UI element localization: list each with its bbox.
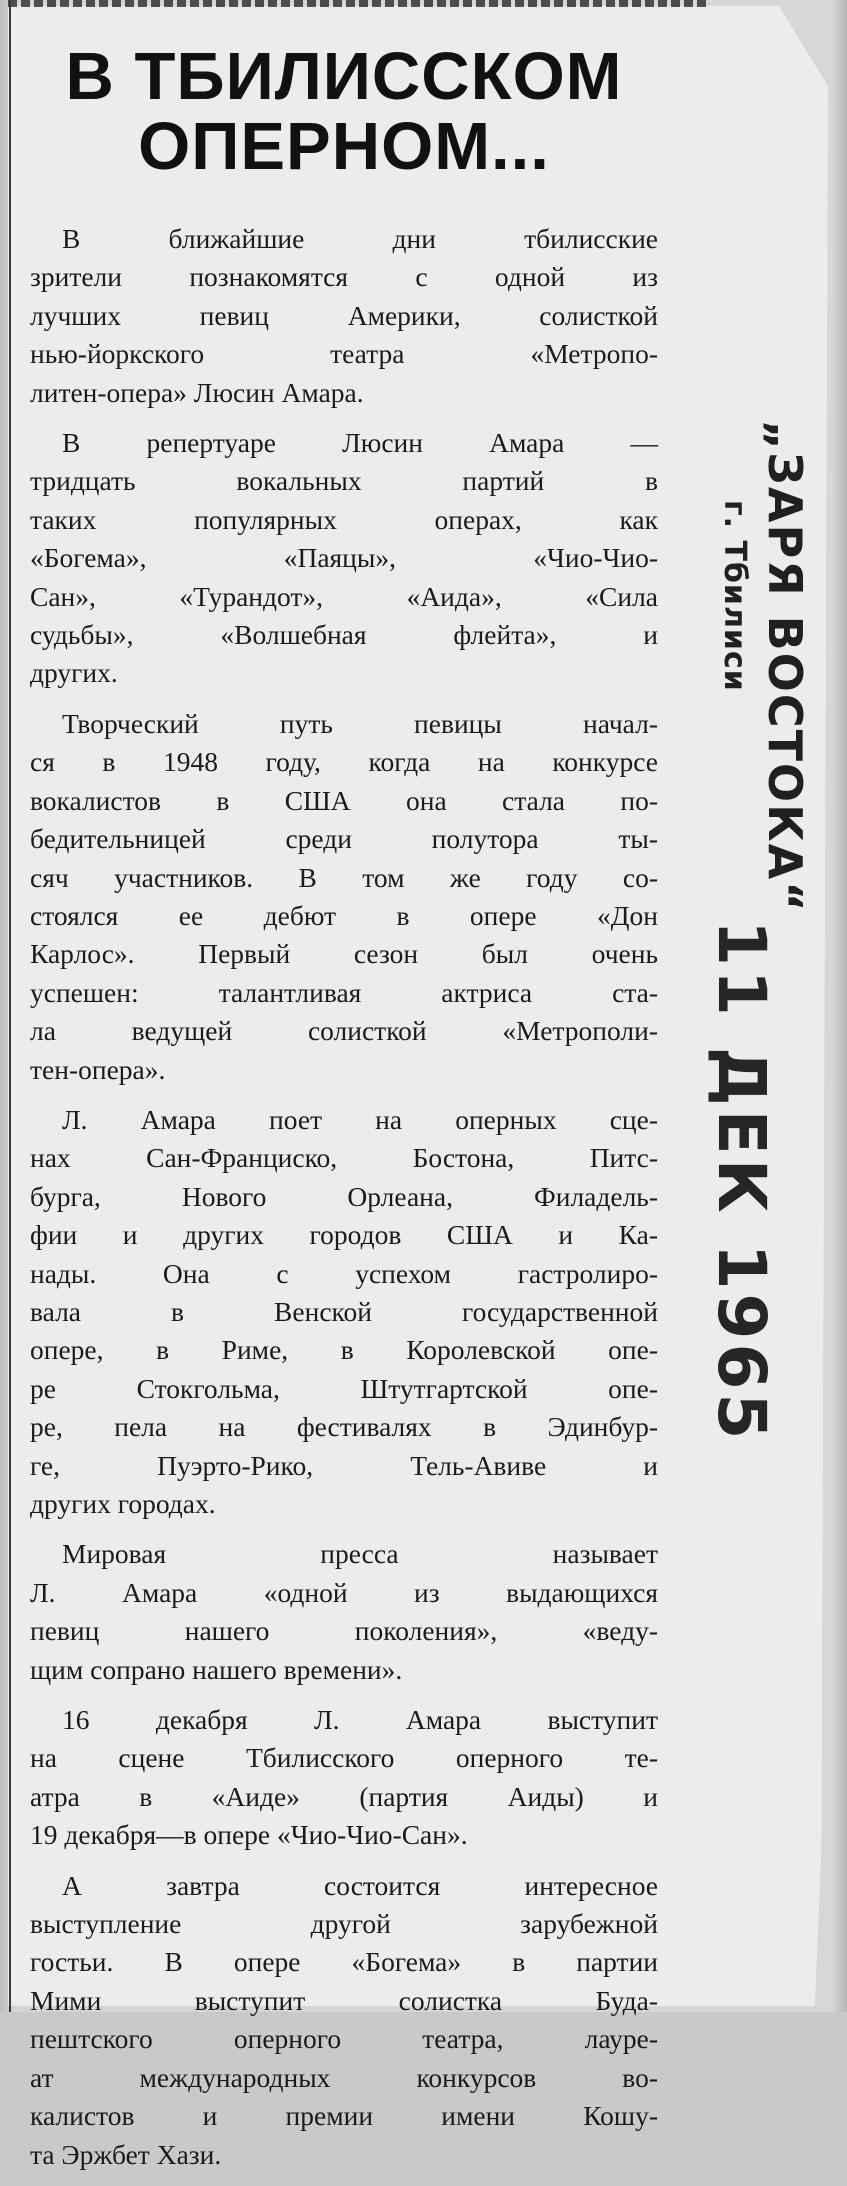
paragraph-line: вокалистов в США она стала по- bbox=[30, 784, 658, 816]
paragraph-line: Мировая пресса называет bbox=[62, 1538, 658, 1570]
article bbox=[30, 39, 658, 2186]
paragraph-line: других городах. bbox=[30, 1488, 216, 1519]
paragraph-line: пештского оперного театра, лауре- bbox=[30, 2023, 658, 2055]
article-paragraph bbox=[30, 424, 658, 693]
paragraph-line: Творческий путь певицы начал- bbox=[62, 707, 658, 739]
paragraph-line: опере, в Риме, в Королевской опе- bbox=[30, 1334, 658, 1366]
paragraph-line: других. bbox=[30, 657, 118, 689]
article-paragraph bbox=[30, 220, 658, 412]
paragraph-line: та Эржбет Хази. bbox=[30, 2138, 222, 2170]
article-paragraph bbox=[30, 1867, 658, 2174]
paragraph-line: ла ведущей солисткой «Метрополи- bbox=[30, 1015, 658, 1047]
article-headline bbox=[30, 39, 658, 184]
headline-line: В ТБИЛИССКОМ bbox=[65, 39, 623, 114]
paragraph-line: выступление другой зарубежной bbox=[30, 1908, 658, 1940]
paragraph-line: Л. Амара «одной из выдающихся bbox=[30, 1576, 658, 1608]
paragraph-line: сяч участников. В том же году со- bbox=[30, 861, 658, 893]
paragraph-line: ре, пела на фестивалях в Эдинбур- bbox=[30, 1411, 658, 1443]
paragraph-line: лучших певиц Америки, солисткой bbox=[30, 299, 658, 331]
paragraph-line: 16 декабря Л. Амара выступит bbox=[62, 1704, 658, 1736]
paragraph-line: Л. Амара поет на оперных сце- bbox=[62, 1103, 658, 1135]
paragraph-line: таких популярных операх, как bbox=[30, 503, 658, 535]
headline-line: ОПЕРНОМ... bbox=[138, 109, 550, 184]
paragraph-line: певиц нашего поколения», «веду- bbox=[30, 1615, 658, 1647]
paragraph-line: А завтра состоится интересное bbox=[62, 1869, 658, 1901]
paragraph-line: 19 декабря—в опере «Чио-Чио-Сан». bbox=[30, 1819, 468, 1851]
paragraph-line: Карлос». Первый сезон был очень bbox=[30, 938, 658, 970]
paragraph-line: ся в 1948 году, когда на конкурсе bbox=[30, 746, 658, 778]
paragraph-line: ат международных конкурсов во- bbox=[30, 2061, 658, 2093]
paragraph-line: В репертуаре Люсин Амара — bbox=[62, 427, 658, 459]
paragraph-line: калистов и премии имени Кошу- bbox=[30, 2100, 658, 2132]
paragraph-line: тридцать вокальных партий в bbox=[30, 465, 658, 497]
paragraph-line: Мими выступит солистка Буда- bbox=[30, 1984, 658, 2016]
paragraph-line: нады. Она с успехом гастролиро- bbox=[30, 1257, 658, 1289]
article-paragraph bbox=[30, 1701, 658, 1855]
paragraph-line: бедительницей среди полутора ты- bbox=[30, 823, 658, 855]
paragraph-line: тен-опера». bbox=[30, 1053, 166, 1085]
paragraph-line: нах Сан-Франциско, Бостона, Питс- bbox=[30, 1142, 658, 1174]
stamp-date: 11 ДЕК 1965 bbox=[703, 920, 780, 1444]
paragraph-line: В ближайшие дни тбилисские bbox=[62, 223, 658, 254]
paragraph-line: успешен: талантливая актриса ста- bbox=[30, 976, 658, 1008]
stamp-newspaper-name: „ЗАРЯ ВОСТОКА“ bbox=[758, 420, 812, 914]
paragraph-line: Сан», «Турандот», «Аида», «Сила bbox=[30, 580, 658, 612]
paragraph-line: нью-йоркского театра «Метропо- bbox=[30, 338, 658, 370]
paragraph-line: стоялся ее дебют в опере «Дон bbox=[30, 899, 658, 931]
article-paragraph bbox=[30, 705, 658, 1089]
paragraph-line: фии и других городов США и Ка- bbox=[30, 1219, 658, 1251]
paragraph-line: зрители познакомятся с одной из bbox=[30, 261, 658, 293]
paragraph-line: литен-опера» Люсин Амара. bbox=[30, 376, 364, 408]
paragraph-line: гостьи. В опере «Богема» в партии bbox=[30, 1946, 658, 1978]
article-body bbox=[30, 220, 658, 2174]
paragraph-line: судьбы», «Волшебная флейта», и bbox=[30, 619, 658, 651]
paragraph-line: бурга, Нового Орлеана, Филадель- bbox=[30, 1180, 658, 1212]
paragraph-line: вала в Венской государственной bbox=[30, 1295, 658, 1327]
paragraph-line: атра в «Аиде» (партия Аиды) и bbox=[30, 1780, 658, 1812]
article-paragraph bbox=[30, 1101, 658, 1523]
article-paragraph bbox=[30, 1535, 658, 1689]
paragraph-line: «Богема», «Паяцы», «Чио-Чио- bbox=[30, 542, 658, 574]
paragraph-line: ге, Пуэрто-Рико, Тель-Авиве и bbox=[30, 1449, 658, 1481]
column-rule bbox=[9, 0, 11, 2012]
paragraph-line: на сцене Тбилисского оперного те- bbox=[30, 1742, 658, 1774]
stamp-city: г. Тбилиси bbox=[717, 500, 752, 692]
paragraph-line: щим сопрано нашего времени». bbox=[30, 1653, 403, 1685]
paragraph-line: ре Стокгольма, Штутгартской опе- bbox=[30, 1372, 658, 1404]
clipping-top-edge bbox=[8, 0, 708, 7]
